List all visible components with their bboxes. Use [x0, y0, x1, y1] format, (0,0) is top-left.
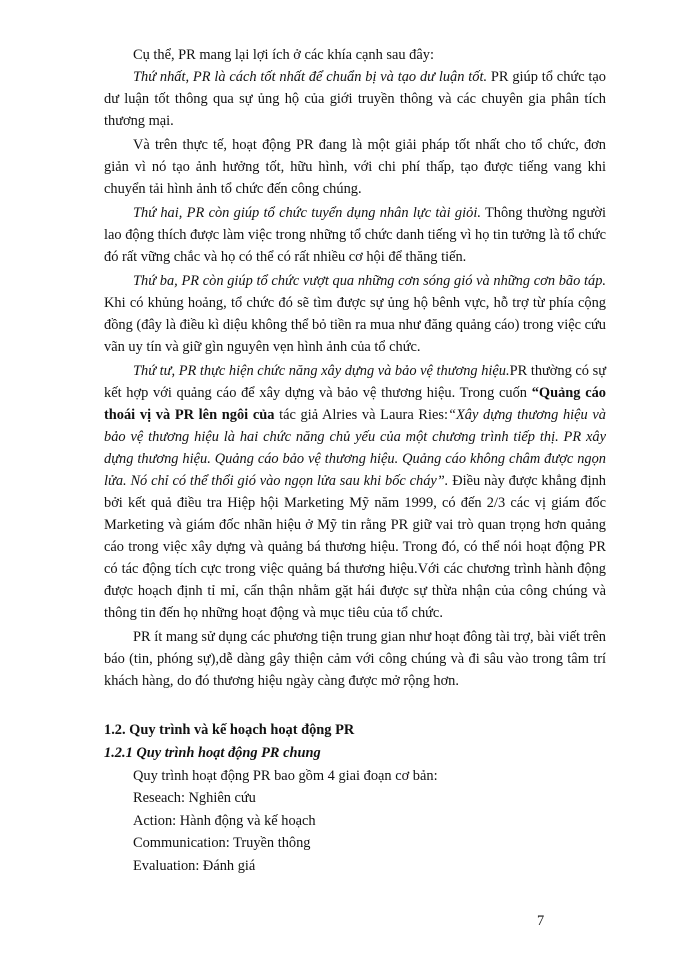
benefit-4-text-2: tác giả Alries và Laura Ries: — [274, 407, 448, 423]
benefit-3-text: Khi có khủng hoảng, tổ chức đó sẽ tìm được sự ủng hộ bênh vực, hỗ trợ từ phía cộng đồng (đây là điều kì diệu không thể bỏ tiền ra mua như đăng quảng cáo) trong việc cứu vãn uy tín và giữ gìn nguyên vẹn hình ảnh của tổ chức. — [104, 295, 606, 355]
process-steps-list — [133, 765, 438, 877]
media-paragraph: PR ít mang sử dụng các phương tiện trung gian như hoạt đông tài trợ, bài viết trên báo (tin, phóng sự),dễ dàng gây thiện cảm với công chúng và đi sâu vào trong tâm trí khách hàng, do đó thương hiệu ngày càng được mở rộng hơn. — [104, 629, 606, 689]
benefit-4-text-1: PR thường có sự kết hợp với quảng cáo để xây dựng và bảo vệ thương hiệu. Trong cuốn — [104, 363, 607, 401]
benefit-3-lead: Thứ ba, PR còn giúp tổ chức vượt qua những cơn sóng gió và những cơn bão táp. — [133, 273, 606, 289]
book-quote: “Xây dựng thương hiệu và bảo vệ thương hiệu là hai chức năng chủ yếu của một chương trình tiếp thị. PR xây dựng thương hiệu. Quảng cáo bảo vệ thương hiệu. Quảng cáo không châm được ngọn lửa. Nó chỉ có thể thổi gió vào ngọn lửa sau khi bốc cháy”. — [104, 407, 606, 489]
benefit-2-lead: Thứ hai, PR còn giúp tổ chức tuyển dụng nhân lực tài giỏi. — [133, 205, 481, 221]
document-body — [104, 44, 606, 692]
step-action: Action: Hành động và kế hoạch — [133, 812, 316, 829]
benefit-4-lead: Thứ tư, PR thực hiện chức năng xây dựng và bảo vệ thương hiệu. — [133, 363, 510, 379]
practice-paragraph: Và trên thực tế, hoạt động PR đang là một giải pháp tốt nhất cho tổ chức, đơn giản vì nó tạo ảnh hưởng tốt, hữu hình, với chi phí thấp, tạo được tiếng vang khi chuyển tải hình ảnh tổ chức đến công chúng. — [104, 137, 606, 197]
book-title: “Quảng cáo thoái vị và PR lên ngôi của — [104, 385, 606, 423]
step-communication: Communication: Truyền thông — [133, 835, 311, 852]
benefit-2-paragraph — [104, 202, 606, 268]
step-evaluation: Evaluation: Đánh giá — [133, 857, 256, 874]
step-research: Reseach: Nghiên cứu — [133, 790, 256, 807]
benefit-1-paragraph — [104, 66, 606, 132]
page-number: 7 — [537, 913, 545, 929]
benefit-3-paragraph — [104, 270, 606, 358]
benefit-1-lead: Thứ nhất, PR là cách tốt nhất để chuẩn bị và tạo dư luận tốt. — [133, 69, 488, 85]
benefit-4-paragraph — [104, 360, 606, 624]
process-intro: Quy trình hoạt động PR bao gồm 4 giai đoạn cơ bản: — [133, 768, 438, 784]
section-heading-1-2: 1.2. Quy trình và kế hoạch hoạt động PR — [104, 722, 355, 738]
benefit-1-text: PR giúp tổ chức tạo dư luận tốt thông qua sự ủng hộ của giới truyền thông và các chuyên gia phân tích thương mại. — [104, 69, 606, 129]
intro-paragraph: Cụ thể, PR mang lại lợi ích ở các khía cạnh sau đây: — [133, 47, 434, 63]
benefit-2-text: Thông thường người lao động thích được làm việc trong những tổ chức danh tiếng vì họ tin tưởng là tổ chức đó rất vững chắc và họ có thể có rất nhiều cơ hội để thăng tiến. — [104, 205, 606, 265]
benefit-4-text-3: Điều này được khẳng định bởi kết quả điều tra Hiệp hội Marketing Mỹ năm 1999, có đến 2/3 các vị giám đốc Marketing và giám đốc nhãn hiệu ở Mỹ tin rằng PR giữ vai trò quan trọng hơn quảng cáo trong việc xây dựng và quảng bá thương hiệu. Trong đó, có thể nói hoạt động PR có tác động tích cực trong việc quảng bá thương hiệu.Với các chương trình hành động được hoạch định tỉ mỉ, cẩn thận nhằm gặt hái được sự thừa nhận của công chúng và thông tin đến họ những hoạt động và mục tiêu của tổ chức. — [104, 473, 606, 621]
subsection-heading-1-2-1: 1.2.1 Quy trình hoạt động PR chung — [104, 745, 321, 761]
